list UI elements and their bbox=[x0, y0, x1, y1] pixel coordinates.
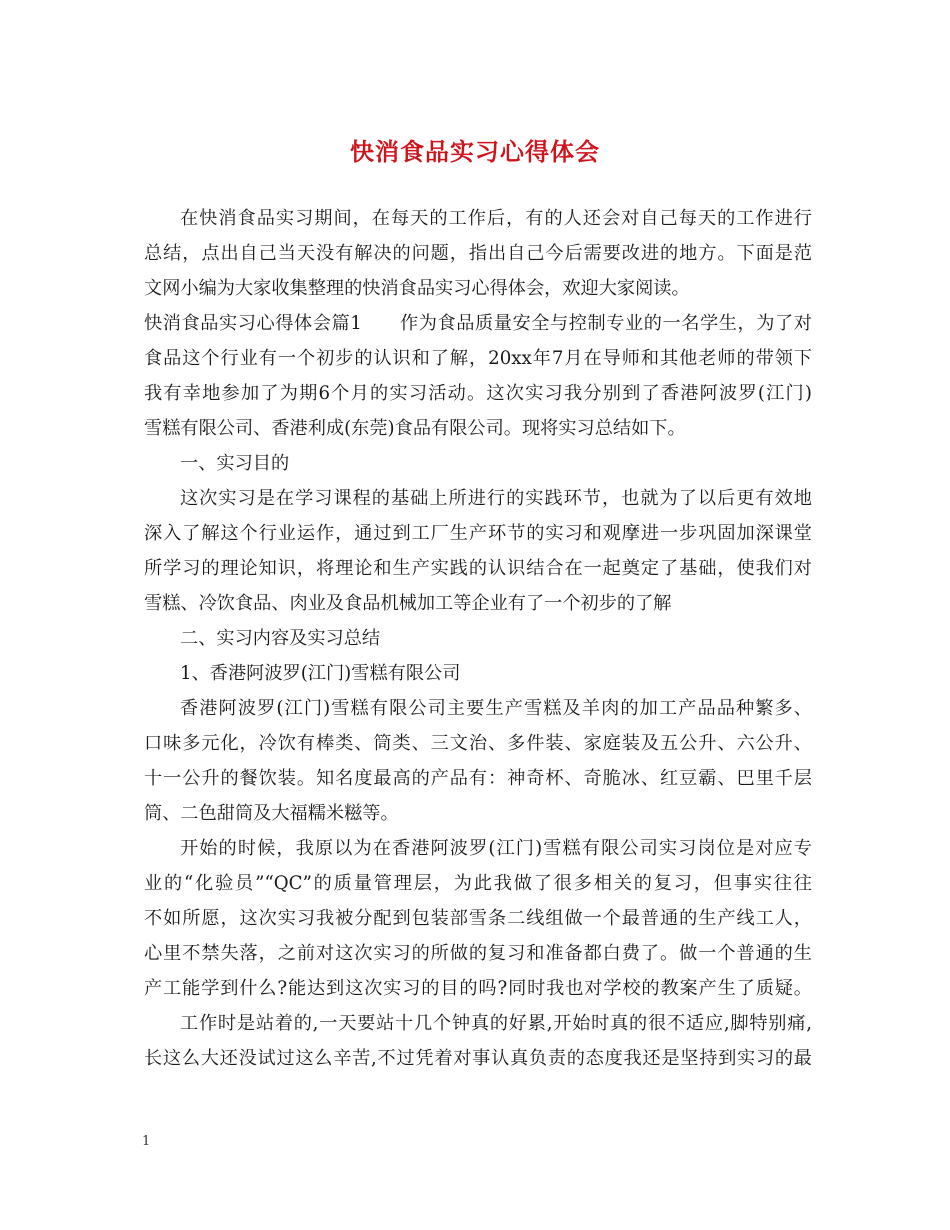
paragraph-line: 口味多元化，冷饮有棒类、筒类、三文治、多件装、家庭装及五公升、六公升、 bbox=[144, 733, 812, 754]
paragraph-line: 筒、二色甜筒及大福糯米糍等。 bbox=[144, 803, 399, 824]
paragraph-line: 长这么大还没试过这么辛苦,不过凭着对事认真负责的态度我还是坚持到实习的最 bbox=[144, 1048, 812, 1069]
paragraph-line: 工作时是站着的,一天要站十几个钟真的好累,开始时真的很不适应,脚特别痛, bbox=[180, 1013, 812, 1034]
paragraph-line: 心里不禁失落，之前对这次实习的所做的复习和准备都白费了。做一个普通的生 bbox=[144, 943, 812, 964]
paragraph-line: 不如所愿，这次实习我被分配到包装部雪条二线组做一个最普通的生产线工人， bbox=[144, 908, 812, 929]
paragraph-line: 我有幸地参加了为期6个月的实习活动。这次实习我分别到了香港阿波罗(江门) bbox=[144, 383, 812, 404]
subsection-heading: 1、香港阿波罗(江门)雪糕有限公司 bbox=[180, 663, 461, 684]
section-heading: 二、实习内容及实习总结 bbox=[180, 628, 381, 649]
paragraph-line: 香港阿波罗(江门)雪糕有限公司主要生产雪糕及羊肉的加工产品品种繁多、 bbox=[180, 698, 812, 719]
paragraph-line: 所学习的理论知识，将理论和生产实践的认识结合在一起奠定了基础，使我们对 bbox=[144, 558, 812, 579]
paragraph-line: 在快消食品实习期间，在每天的工作后，有的人还会对自己每天的工作进行 bbox=[180, 208, 812, 229]
paragraph-line: 十一公升的餐饮装。知名度最高的产品有：神奇杯、奇脆冰、红豆霸、巴里千层 bbox=[144, 768, 812, 789]
paragraph-line: 雪糕、冷饮食品、肉业及食品机械加工等企业有了一个初步的了解 bbox=[144, 593, 672, 614]
paragraph-line: 产工能学到什么?能达到这次实习的目的吗?同时我也对学校的教案产生了质疑。 bbox=[144, 978, 812, 999]
paragraph-line: 雪糕有限公司、香港利成(东莞)食品有限公司。现将实习总结如下。 bbox=[144, 418, 686, 439]
section-heading: 一、实习目的 bbox=[180, 453, 290, 474]
paragraph-line: 文网小编为大家收集整理的快消食品实习心得体会，欢迎大家阅读。 bbox=[144, 278, 690, 299]
paragraph-line: 业的“化验员”“QC”的质量管理层，为此我做了很多相关的复习，但事实往往 bbox=[144, 873, 812, 894]
paragraph-line: 深入了解这个行业运作，通过到工厂生产环节的实习和观摩进一步巩固加深课堂 bbox=[144, 523, 812, 544]
document-title: 快消食品实习心得体会 bbox=[350, 137, 600, 166]
page-number: 1 bbox=[142, 1134, 151, 1149]
paragraph-line: 快消食品实习心得体会篇1 作为食品质量安全与控制专业的一名学生，为了对 bbox=[144, 313, 812, 334]
paragraph-line: 食品这个行业有一个初步的认识和了解，20xx年7月在导师和其他老师的带领下 bbox=[144, 348, 812, 369]
paragraph-line: 这次实习是在学习课程的基础上所进行的实践环节，也就为了以后更有效地 bbox=[180, 488, 812, 509]
paragraph-line: 总结，点出自己当天没有解决的问题，指出自己今后需要改进的地方。下面是范 bbox=[144, 243, 812, 264]
paragraph-line: 开始的时候，我原以为在香港阿波罗(江门)雪糕有限公司实习岗位是对应专 bbox=[180, 838, 812, 859]
